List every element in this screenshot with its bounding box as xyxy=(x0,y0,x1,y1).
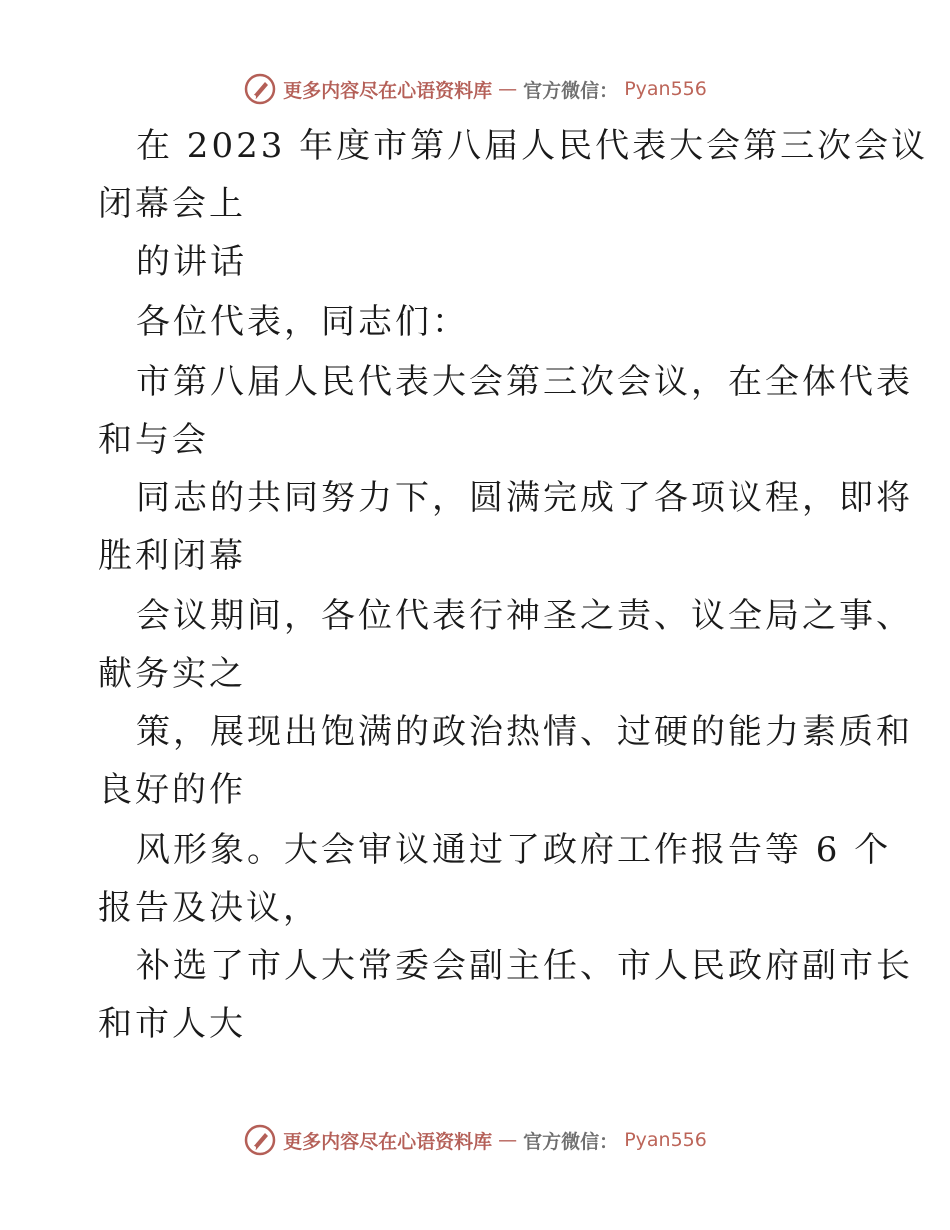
paragraph-line: 和与会 xyxy=(98,420,209,460)
watermark-wechat-id: Pyan556 xyxy=(624,78,707,100)
paragraph-line: 良好的作 xyxy=(98,770,246,810)
watermark-dash: — xyxy=(498,1129,518,1151)
header-watermark xyxy=(0,72,950,106)
watermark-wechat-label: 官方微信： xyxy=(523,1130,619,1153)
paragraph-line: 同志的共同努力下，圆满完成了各项议程，即将 xyxy=(136,478,913,518)
paragraph-line: 会议期间，各位代表行神圣之责、议全局之事、 xyxy=(136,596,913,636)
paragraph-line: 和市人大 xyxy=(98,1004,246,1044)
watermark-brand: 更多内容尽在心语资料库 xyxy=(283,1130,493,1153)
watermark-wechat-id: Pyan556 xyxy=(624,1129,707,1151)
watermark-brand: 更多内容尽在心语资料库 xyxy=(283,79,493,102)
watermark-wechat-label: 官方微信： xyxy=(523,79,619,102)
paragraph-line: 策，展现出饱满的政治热情、过硬的能力素质和 xyxy=(136,712,913,752)
title-line-2: 闭幕会上 xyxy=(98,184,246,224)
footer-watermark xyxy=(0,1123,950,1157)
title-line-1: 在 2023 年度市第八届人民代表大会第三次会议 xyxy=(136,126,929,166)
paragraph-line: 风形象。大会审议通过了政府工作报告等 6 个 xyxy=(136,830,892,870)
paragraph-line: 市第八届人民代表大会第三次会议，在全体代表 xyxy=(136,362,913,402)
pen-logo-icon xyxy=(243,1123,277,1157)
title-line-3: 的讲话 xyxy=(136,242,247,282)
paragraph-line: 胜利闭幕 xyxy=(98,536,246,576)
paragraph-line: 报告及决议， xyxy=(98,888,320,928)
paragraph-line: 献务实之 xyxy=(98,654,246,694)
salutation: 各位代表，同志们： xyxy=(136,302,469,342)
pen-logo-icon xyxy=(243,72,277,106)
paragraph-line: 补选了市人大常委会副主任、市人民政府副市长 xyxy=(136,946,913,986)
watermark-dash: — xyxy=(498,78,518,100)
